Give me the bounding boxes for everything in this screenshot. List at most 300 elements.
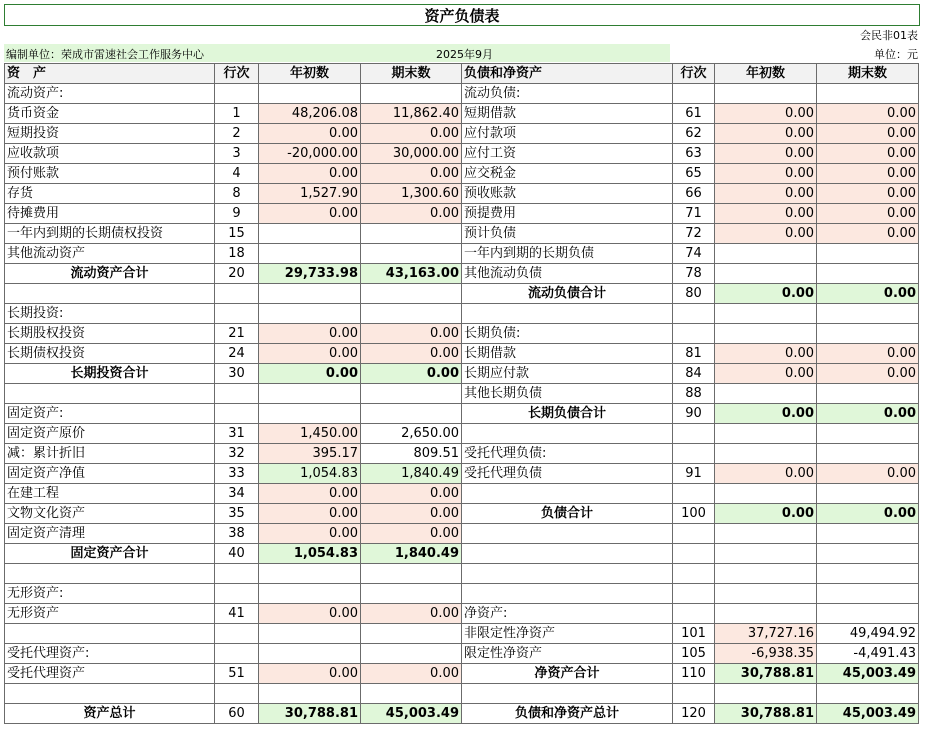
asset-line-no: 15 bbox=[215, 224, 259, 244]
liability-ending-value: 0.00 bbox=[817, 224, 919, 244]
asset-ending-value bbox=[361, 224, 462, 244]
liability-beginning-value bbox=[715, 304, 817, 324]
asset-beginning-value bbox=[259, 284, 361, 304]
asset-ending-value: 45,003.49 bbox=[361, 704, 462, 724]
liability-beginning-value bbox=[715, 444, 817, 464]
asset-ending-value: 43,163.00 bbox=[361, 264, 462, 284]
liability-item-label: 流动负债合计 bbox=[462, 284, 673, 304]
header-ending: 期末数 bbox=[361, 64, 462, 84]
liability-ending-value: 0.00 bbox=[817, 104, 919, 124]
liability-line-no bbox=[673, 324, 715, 344]
asset-line-no: 41 bbox=[215, 604, 259, 624]
asset-beginning-value: 0.00 bbox=[259, 344, 361, 364]
asset-item-label: 在建工程 bbox=[5, 484, 215, 504]
asset-beginning-value: 29,733.98 bbox=[259, 264, 361, 284]
asset-line-no: 38 bbox=[215, 524, 259, 544]
asset-line-no bbox=[215, 284, 259, 304]
asset-beginning-value bbox=[259, 624, 361, 644]
liability-line-no bbox=[673, 524, 715, 544]
liability-line-no: 91 bbox=[673, 464, 715, 484]
liability-item-label: 非限定性净资产 bbox=[462, 624, 673, 644]
asset-ending-value bbox=[361, 404, 462, 424]
liability-ending-value: 45,003.49 bbox=[817, 704, 919, 724]
asset-item-label: 应收款项 bbox=[5, 144, 215, 164]
liability-beginning-value: 0.00 bbox=[715, 224, 817, 244]
liability-beginning-value: 0.00 bbox=[715, 204, 817, 224]
liability-line-no: 61 bbox=[673, 104, 715, 124]
asset-line-no: 31 bbox=[215, 424, 259, 444]
asset-ending-value bbox=[361, 624, 462, 644]
liability-item-label bbox=[462, 304, 673, 324]
liability-line-no bbox=[673, 444, 715, 464]
liability-ending-value bbox=[817, 424, 919, 444]
asset-ending-value bbox=[361, 84, 462, 104]
asset-line-no: 2 bbox=[215, 124, 259, 144]
liability-line-no bbox=[673, 544, 715, 564]
asset-item-label bbox=[5, 284, 215, 304]
header-assets: 资 产 bbox=[5, 64, 215, 84]
liability-item-label bbox=[462, 564, 673, 584]
asset-beginning-value: 1,054.83 bbox=[259, 464, 361, 484]
liability-line-no bbox=[673, 564, 715, 584]
liability-item-label: 一年内到期的长期负债 bbox=[462, 244, 673, 264]
liability-item-label bbox=[462, 524, 673, 544]
header-ending: 期末数 bbox=[817, 64, 919, 84]
asset-line-no: 21 bbox=[215, 324, 259, 344]
asset-beginning-value bbox=[259, 224, 361, 244]
liability-ending-value bbox=[817, 324, 919, 344]
table-row bbox=[5, 344, 919, 364]
liability-line-no: 65 bbox=[673, 164, 715, 184]
asset-ending-value bbox=[361, 384, 462, 404]
table-row bbox=[5, 524, 919, 544]
asset-ending-value: 0.00 bbox=[361, 164, 462, 184]
liability-beginning-value: 0.00 bbox=[715, 184, 817, 204]
liability-ending-value bbox=[817, 84, 919, 104]
asset-ending-value: 0.00 bbox=[361, 484, 462, 504]
liability-ending-value bbox=[817, 244, 919, 264]
table-row bbox=[5, 304, 919, 324]
liability-beginning-value bbox=[715, 324, 817, 344]
asset-line-no: 20 bbox=[215, 264, 259, 284]
asset-item-label: 固定资产: bbox=[5, 404, 215, 424]
liability-ending-value bbox=[817, 524, 919, 544]
table-row bbox=[5, 604, 919, 624]
table-row bbox=[5, 584, 919, 604]
liability-item-label: 净资产合计 bbox=[462, 664, 673, 684]
liability-item-label: 负债和净资产总计 bbox=[462, 704, 673, 724]
table-row bbox=[5, 184, 919, 204]
table-row bbox=[5, 684, 919, 704]
asset-line-no: 34 bbox=[215, 484, 259, 504]
liability-beginning-value bbox=[715, 524, 817, 544]
liability-beginning-value: 0.00 bbox=[715, 364, 817, 384]
asset-line-no bbox=[215, 304, 259, 324]
liability-beginning-value: 30,788.81 bbox=[715, 664, 817, 684]
liability-ending-value: 0.00 bbox=[817, 204, 919, 224]
table-row bbox=[5, 144, 919, 164]
form-code-row bbox=[4, 25, 920, 43]
liability-beginning-value: 0.00 bbox=[715, 464, 817, 484]
liability-item-label: 预收账款 bbox=[462, 184, 673, 204]
asset-item-label: 长期债权投资 bbox=[5, 344, 215, 364]
liability-beginning-value: 0.00 bbox=[715, 164, 817, 184]
liability-ending-value: 0.00 bbox=[817, 124, 919, 144]
asset-beginning-value: 0.00 bbox=[259, 664, 361, 684]
header-beginning: 年初数 bbox=[259, 64, 361, 84]
liability-line-no: 63 bbox=[673, 144, 715, 164]
table-row bbox=[5, 244, 919, 264]
liability-item-label bbox=[462, 684, 673, 704]
liability-item-label: 受托代理负债: bbox=[462, 444, 673, 464]
table-row bbox=[5, 164, 919, 184]
asset-item-label: 存货 bbox=[5, 184, 215, 204]
liability-line-no: 101 bbox=[673, 624, 715, 644]
asset-ending-value: 0.00 bbox=[361, 504, 462, 524]
currency-unit: 单位：元 bbox=[874, 48, 918, 61]
asset-ending-value: 0.00 bbox=[361, 364, 462, 384]
liability-item-label: 长期应付款 bbox=[462, 364, 673, 384]
asset-ending-value bbox=[361, 304, 462, 324]
liability-line-no: 81 bbox=[673, 344, 715, 364]
liability-item-label: 应交税金 bbox=[462, 164, 673, 184]
asset-line-no: 30 bbox=[215, 364, 259, 384]
liability-item-label: 长期负债: bbox=[462, 324, 673, 344]
liability-ending-value: -4,491.43 bbox=[817, 644, 919, 664]
liability-beginning-value bbox=[715, 584, 817, 604]
liability-item-label: 应付工资 bbox=[462, 144, 673, 164]
table-row bbox=[5, 464, 919, 484]
liability-line-no bbox=[673, 424, 715, 444]
liability-ending-value: 0.00 bbox=[817, 144, 919, 164]
table-row bbox=[5, 504, 919, 524]
asset-beginning-value bbox=[259, 84, 361, 104]
liability-beginning-value bbox=[715, 384, 817, 404]
asset-ending-value: 0.00 bbox=[361, 324, 462, 344]
table-header-row bbox=[5, 64, 919, 84]
liability-line-no: 105 bbox=[673, 644, 715, 664]
asset-item-label: 待摊费用 bbox=[5, 204, 215, 224]
table-row bbox=[5, 624, 919, 644]
liability-ending-value bbox=[817, 584, 919, 604]
liability-beginning-value: 30,788.81 bbox=[715, 704, 817, 724]
liability-line-no: 66 bbox=[673, 184, 715, 204]
header-liabilities: 负债和净资产 bbox=[462, 64, 673, 84]
asset-ending-value bbox=[361, 684, 462, 704]
liability-line-no bbox=[673, 604, 715, 624]
asset-beginning-value: 395.17 bbox=[259, 444, 361, 464]
table-row bbox=[5, 484, 919, 504]
asset-ending-value: 0.00 bbox=[361, 204, 462, 224]
table-row bbox=[5, 644, 919, 664]
form-code: 会民非01表 bbox=[860, 29, 918, 42]
asset-beginning-value: 30,788.81 bbox=[259, 704, 361, 724]
liability-beginning-value: 0.00 bbox=[715, 144, 817, 164]
asset-line-no bbox=[215, 624, 259, 644]
asset-ending-value bbox=[361, 584, 462, 604]
asset-beginning-value: 0.00 bbox=[259, 364, 361, 384]
liability-line-no: 62 bbox=[673, 124, 715, 144]
asset-beginning-value: 0.00 bbox=[259, 124, 361, 144]
table-row bbox=[5, 284, 919, 304]
asset-line-no bbox=[215, 564, 259, 584]
liability-ending-value: 0.00 bbox=[817, 164, 919, 184]
asset-item-label: 受托代理资产: bbox=[5, 644, 215, 664]
asset-line-no: 8 bbox=[215, 184, 259, 204]
asset-ending-value: 809.51 bbox=[361, 444, 462, 464]
liability-beginning-value bbox=[715, 544, 817, 564]
liability-beginning-value: 0.00 bbox=[715, 284, 817, 304]
asset-item-label bbox=[5, 684, 215, 704]
asset-beginning-value: -20,000.00 bbox=[259, 144, 361, 164]
asset-item-label: 长期投资合计 bbox=[5, 364, 215, 384]
org-label: 编制单位：荣成市雷速社会工作服务中心 bbox=[6, 48, 204, 61]
asset-item-label: 资产总计 bbox=[5, 704, 215, 724]
liability-line-no: 110 bbox=[673, 664, 715, 684]
liability-item-label: 应付款项 bbox=[462, 124, 673, 144]
liability-beginning-value: 0.00 bbox=[715, 344, 817, 364]
asset-ending-value bbox=[361, 284, 462, 304]
asset-line-no: 60 bbox=[215, 704, 259, 724]
asset-line-no bbox=[215, 384, 259, 404]
asset-line-no: 33 bbox=[215, 464, 259, 484]
liability-ending-value bbox=[817, 384, 919, 404]
asset-beginning-value: 48,206.08 bbox=[259, 104, 361, 124]
asset-line-no bbox=[215, 404, 259, 424]
asset-beginning-value: 1,527.90 bbox=[259, 184, 361, 204]
asset-ending-value: 0.00 bbox=[361, 124, 462, 144]
asset-line-no: 3 bbox=[215, 144, 259, 164]
asset-beginning-value: 0.00 bbox=[259, 204, 361, 224]
liability-ending-value bbox=[817, 684, 919, 704]
liability-beginning-value bbox=[715, 684, 817, 704]
asset-item-label: 减：累计折旧 bbox=[5, 444, 215, 464]
asset-line-no: 35 bbox=[215, 504, 259, 524]
liability-beginning-value bbox=[715, 424, 817, 444]
asset-item-label bbox=[5, 384, 215, 404]
liability-line-no: 80 bbox=[673, 284, 715, 304]
liability-line-no: 72 bbox=[673, 224, 715, 244]
asset-beginning-value: 0.00 bbox=[259, 324, 361, 344]
table-row bbox=[5, 384, 919, 404]
table-row bbox=[5, 204, 919, 224]
header-beginning: 年初数 bbox=[715, 64, 817, 84]
liability-item-label: 预计负债 bbox=[462, 224, 673, 244]
asset-ending-value: 1,840.49 bbox=[361, 464, 462, 484]
liability-item-label bbox=[462, 584, 673, 604]
balance-sheet-table bbox=[4, 63, 919, 724]
liability-item-label bbox=[462, 484, 673, 504]
asset-ending-value bbox=[361, 244, 462, 264]
liability-item-label: 其他流动负债 bbox=[462, 264, 673, 284]
header-line-no: 行次 bbox=[673, 64, 715, 84]
asset-line-no: 24 bbox=[215, 344, 259, 364]
liability-beginning-value: 0.00 bbox=[715, 124, 817, 144]
table-row bbox=[5, 104, 919, 124]
report-title: 资产负债表 bbox=[4, 4, 920, 26]
table-row bbox=[5, 264, 919, 284]
asset-line-no: 51 bbox=[215, 664, 259, 684]
asset-line-no: 9 bbox=[215, 204, 259, 224]
asset-beginning-value: 0.00 bbox=[259, 524, 361, 544]
header-line-no: 行次 bbox=[215, 64, 259, 84]
asset-line-no bbox=[215, 684, 259, 704]
asset-item-label: 受托代理资产 bbox=[5, 664, 215, 684]
asset-item-label: 一年内到期的长期债权投资 bbox=[5, 224, 215, 244]
liability-item-label: 净资产: bbox=[462, 604, 673, 624]
table-row bbox=[5, 544, 919, 564]
liability-beginning-value: 0.00 bbox=[715, 404, 817, 424]
asset-beginning-value bbox=[259, 684, 361, 704]
asset-line-no: 32 bbox=[215, 444, 259, 464]
asset-beginning-value bbox=[259, 564, 361, 584]
asset-ending-value: 0.00 bbox=[361, 524, 462, 544]
liability-item-label: 限定性净资产 bbox=[462, 644, 673, 664]
liability-beginning-value bbox=[715, 84, 817, 104]
table-row bbox=[5, 664, 919, 684]
asset-ending-value: 30,000.00 bbox=[361, 144, 462, 164]
asset-line-no: 1 bbox=[215, 104, 259, 124]
liability-ending-value bbox=[817, 484, 919, 504]
liability-ending-value: 0.00 bbox=[817, 184, 919, 204]
liability-line-no: 88 bbox=[673, 384, 715, 404]
liability-item-label bbox=[462, 544, 673, 564]
asset-item-label: 固定资产合计 bbox=[5, 544, 215, 564]
liability-ending-value bbox=[817, 604, 919, 624]
asset-beginning-value: 1,450.00 bbox=[259, 424, 361, 444]
asset-ending-value bbox=[361, 564, 462, 584]
asset-ending-value: 0.00 bbox=[361, 604, 462, 624]
asset-item-label: 流动资产合计 bbox=[5, 264, 215, 284]
table-row bbox=[5, 444, 919, 464]
asset-beginning-value bbox=[259, 304, 361, 324]
asset-beginning-value: 0.00 bbox=[259, 604, 361, 624]
asset-beginning-value: 0.00 bbox=[259, 504, 361, 524]
liability-beginning-value bbox=[715, 604, 817, 624]
liability-beginning-value bbox=[715, 244, 817, 264]
asset-item-label: 流动资产: bbox=[5, 84, 215, 104]
liability-ending-value: 0.00 bbox=[817, 464, 919, 484]
asset-line-no bbox=[215, 584, 259, 604]
table-row bbox=[5, 404, 919, 424]
liability-beginning-value: -6,938.35 bbox=[715, 644, 817, 664]
liability-line-no bbox=[673, 584, 715, 604]
liability-line-no: 71 bbox=[673, 204, 715, 224]
liability-ending-value: 0.00 bbox=[817, 344, 919, 364]
liability-ending-value bbox=[817, 564, 919, 584]
liability-line-no: 74 bbox=[673, 244, 715, 264]
asset-item-label: 货币资金 bbox=[5, 104, 215, 124]
asset-beginning-value: 0.00 bbox=[259, 164, 361, 184]
liability-line-no bbox=[673, 84, 715, 104]
liability-item-label: 短期借款 bbox=[462, 104, 673, 124]
asset-beginning-value: 1,054.83 bbox=[259, 544, 361, 564]
liability-ending-value bbox=[817, 264, 919, 284]
asset-beginning-value bbox=[259, 644, 361, 664]
liability-line-no: 78 bbox=[673, 264, 715, 284]
liability-item-label: 流动负债: bbox=[462, 84, 673, 104]
asset-ending-value: 0.00 bbox=[361, 344, 462, 364]
liability-item-label: 负债合计 bbox=[462, 504, 673, 524]
asset-item-label: 固定资产原价 bbox=[5, 424, 215, 444]
asset-beginning-value bbox=[259, 384, 361, 404]
liability-beginning-value: 0.00 bbox=[715, 504, 817, 524]
liability-line-no: 100 bbox=[673, 504, 715, 524]
liability-line-no bbox=[673, 684, 715, 704]
table-row bbox=[5, 84, 919, 104]
liability-item-label: 长期负债合计 bbox=[462, 404, 673, 424]
asset-ending-value: 2,650.00 bbox=[361, 424, 462, 444]
report-period: 2025年9月 bbox=[436, 48, 493, 61]
asset-line-no: 18 bbox=[215, 244, 259, 264]
liability-beginning-value bbox=[715, 484, 817, 504]
liability-ending-value bbox=[817, 444, 919, 464]
liability-beginning-value: 0.00 bbox=[715, 104, 817, 124]
asset-item-label: 短期投资 bbox=[5, 124, 215, 144]
asset-item-label: 长期股权投资 bbox=[5, 324, 215, 344]
asset-item-label: 长期投资: bbox=[5, 304, 215, 324]
liability-line-no bbox=[673, 304, 715, 324]
liability-line-no bbox=[673, 484, 715, 504]
liability-line-no: 120 bbox=[673, 704, 715, 724]
asset-item-label: 文物文化资产 bbox=[5, 504, 215, 524]
asset-item-label: 无形资产: bbox=[5, 584, 215, 604]
table-row bbox=[5, 424, 919, 444]
asset-ending-value: 1,840.49 bbox=[361, 544, 462, 564]
liability-line-no: 84 bbox=[673, 364, 715, 384]
asset-beginning-value: 0.00 bbox=[259, 484, 361, 504]
asset-ending-value bbox=[361, 644, 462, 664]
table-row bbox=[5, 324, 919, 344]
liability-ending-value: 0.00 bbox=[817, 404, 919, 424]
asset-beginning-value bbox=[259, 584, 361, 604]
liability-item-label: 受托代理负债 bbox=[462, 464, 673, 484]
liability-ending-value bbox=[817, 544, 919, 564]
liability-beginning-value: 37,727.16 bbox=[715, 624, 817, 644]
liability-beginning-value bbox=[715, 264, 817, 284]
liability-ending-value bbox=[817, 304, 919, 324]
asset-line-no bbox=[215, 84, 259, 104]
asset-line-no: 40 bbox=[215, 544, 259, 564]
asset-item-label: 其他流动资产 bbox=[5, 244, 215, 264]
table-row bbox=[5, 364, 919, 384]
table-row bbox=[5, 224, 919, 244]
asset-item-label: 固定资产净值 bbox=[5, 464, 215, 484]
asset-ending-value: 1,300.60 bbox=[361, 184, 462, 204]
asset-item-label: 预付账款 bbox=[5, 164, 215, 184]
liability-item-label: 长期借款 bbox=[462, 344, 673, 364]
table-row bbox=[5, 124, 919, 144]
liability-item-label bbox=[462, 424, 673, 444]
asset-beginning-value bbox=[259, 244, 361, 264]
asset-item-label: 固定资产清理 bbox=[5, 524, 215, 544]
asset-item-label: 无形资产 bbox=[5, 604, 215, 624]
table-row bbox=[5, 564, 919, 584]
asset-beginning-value bbox=[259, 404, 361, 424]
liability-ending-value: 49,494.92 bbox=[817, 624, 919, 644]
report-meta-row bbox=[4, 44, 920, 62]
liability-item-label: 其他长期负债 bbox=[462, 384, 673, 404]
liability-line-no: 90 bbox=[673, 404, 715, 424]
table-row bbox=[5, 704, 919, 724]
asset-ending-value: 11,862.40 bbox=[361, 104, 462, 124]
liability-ending-value: 0.00 bbox=[817, 504, 919, 524]
liability-ending-value: 0.00 bbox=[817, 284, 919, 304]
liability-ending-value: 0.00 bbox=[817, 364, 919, 384]
asset-item-label bbox=[5, 624, 215, 644]
asset-ending-value: 0.00 bbox=[361, 664, 462, 684]
asset-line-no: 4 bbox=[215, 164, 259, 184]
